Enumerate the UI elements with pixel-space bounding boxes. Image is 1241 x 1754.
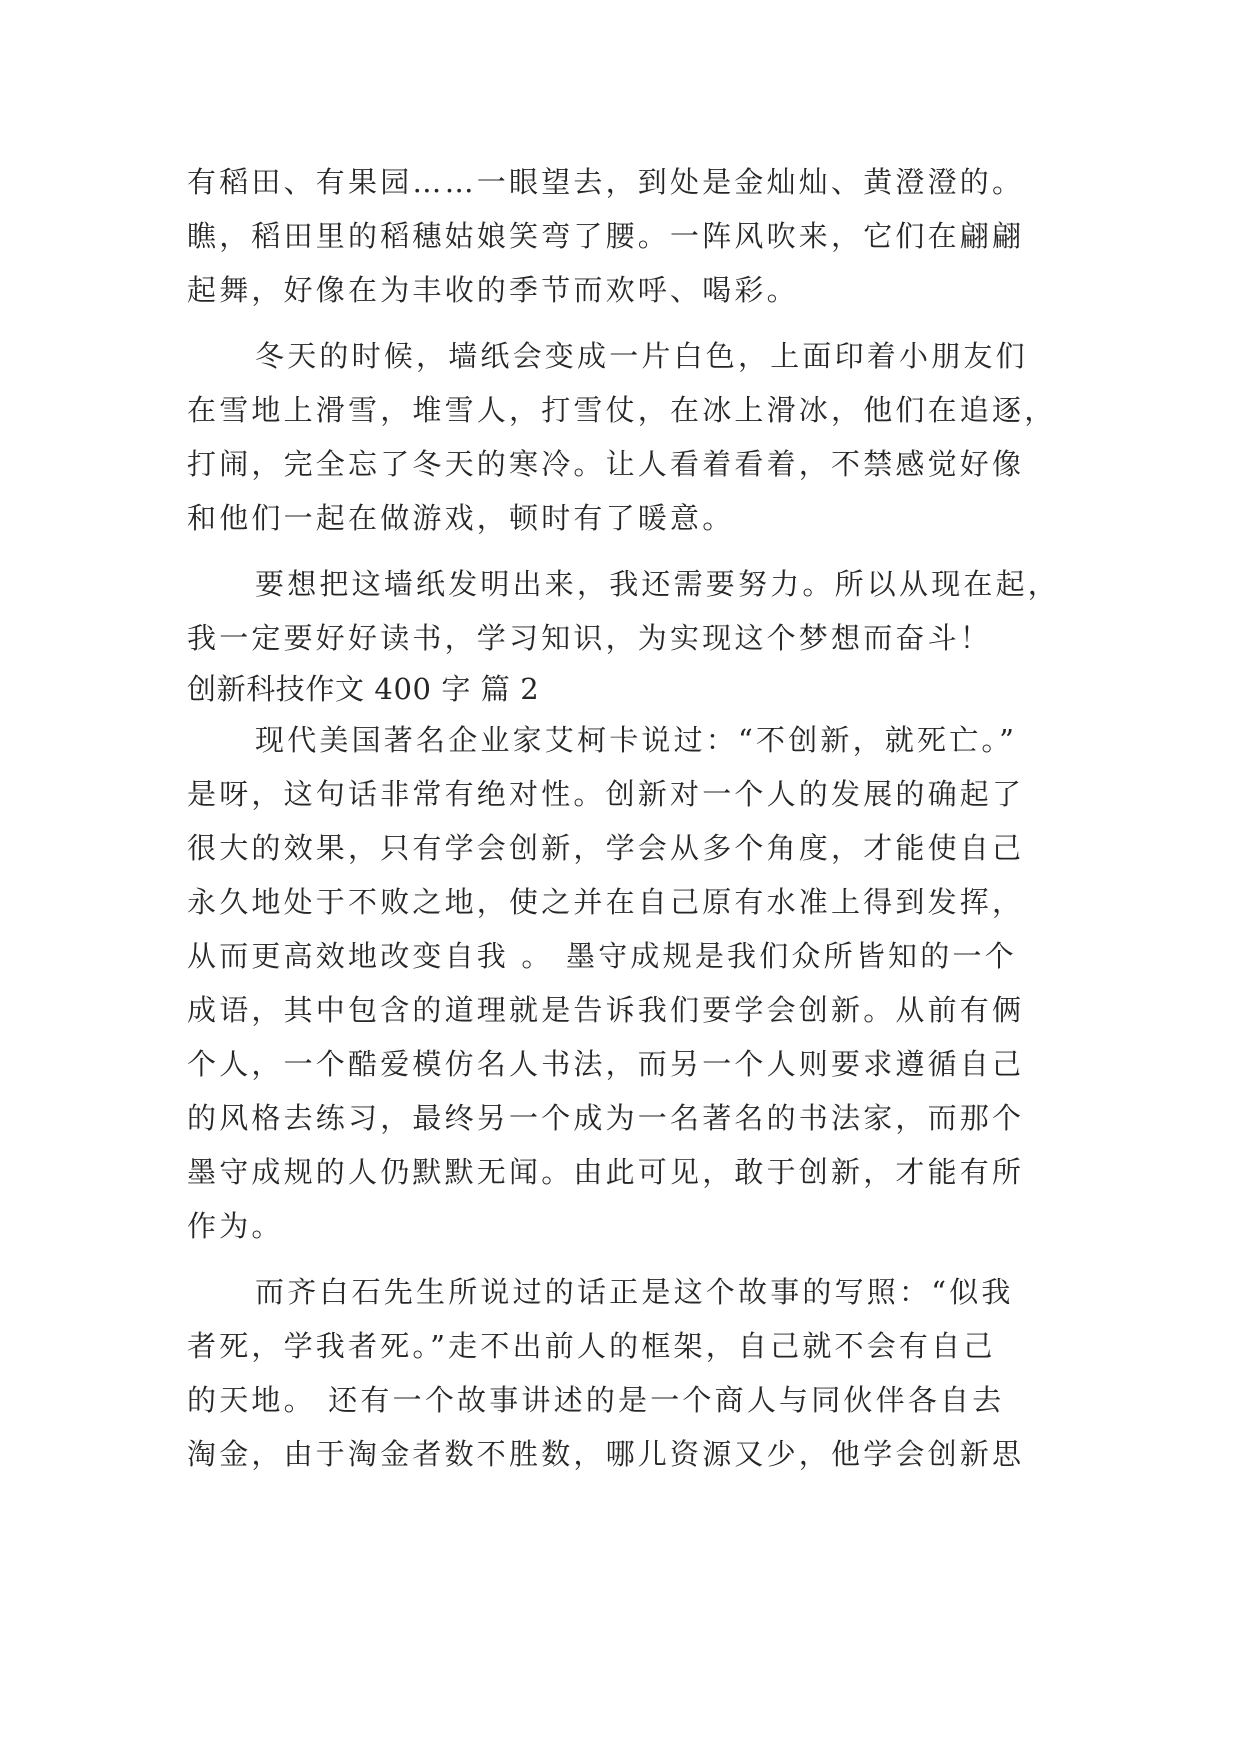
text-line: 现代美国著名企业家艾柯卡说过：“不创新，就死亡。” bbox=[255, 723, 1018, 757]
paragraph-3 bbox=[187, 557, 1067, 665]
paragraph-spacing bbox=[187, 545, 1067, 557]
text-line: 在雪地上滑雪，堆雪人，打雪仗，在冰上滑冰，他们在追逐， bbox=[187, 393, 1057, 427]
section-heading: 创新科技作文 400 字 篇 2 bbox=[187, 672, 540, 706]
text-line: 作为。 bbox=[187, 1209, 284, 1243]
text-line: 很大的效果，只有学会创新，学会从多个角度，才能使自己 bbox=[187, 831, 1025, 865]
text-line: 要想把这墙纸发明出来，我还需要努力。所以从现在起， bbox=[255, 567, 1061, 601]
text-line: 淘金，由于淘金者数不胜数，哪儿资源又少，他学会创新思 bbox=[187, 1437, 1025, 1471]
text-line: 从而更高效地改变自我 。 墨守成规是我们众所皆知的一个 bbox=[187, 939, 1017, 973]
text-line: 我一定要好好读书，学习知识，为实现这个梦想而奋斗！ bbox=[187, 621, 993, 655]
text-line: 成语，其中包含的道理就是告诉我们要学会创新。从前有俩 bbox=[187, 993, 1025, 1027]
text-line: 者死，学我者死。”走不出前人的框架，自己就不会有自己 bbox=[187, 1329, 996, 1363]
paragraph-4 bbox=[187, 713, 1067, 1253]
text-line: 有稻田、有果园……一眼望去，到处是金灿灿、黄澄澄的。 bbox=[187, 165, 1025, 199]
text-line: 墨守成规的人仍默默无闻。由此可见，敢于创新，才能有所 bbox=[187, 1155, 1025, 1189]
text-line: 永久地处于不败之地，使之并在自己原有水准上得到发挥， bbox=[187, 885, 1025, 919]
text-line: 是呀，这句话非常有绝对性。创新对一个人的发展的确起了 bbox=[187, 777, 1025, 811]
text-line: 打闹，完全忘了冬天的寒冷。让人看着看着，不禁感觉好像 bbox=[187, 447, 1025, 481]
text-line: 的风格去练习，最终另一个成为一名著名的书法家，而那个 bbox=[187, 1101, 1025, 1135]
text-line: 个人，一个酷爱模仿名人书法，而另一个人则要求遵循自己 bbox=[187, 1047, 1025, 1081]
paragraph-spacing bbox=[187, 317, 1067, 329]
text-line: 而齐白石先生所说过的话正是这个故事的写照：“似我 bbox=[255, 1275, 1014, 1309]
text-line: 起舞，好像在为丰收的季节而欢呼、喝彩。 bbox=[187, 273, 799, 307]
document-body bbox=[187, 155, 1067, 1481]
text-line: 的天地。 还有一个故事讲述的是一个商人与同伙伴各自去 bbox=[187, 1383, 1005, 1417]
text-line: 冬天的时候，墙纸会变成一片白色，上面印着小朋友们 bbox=[255, 339, 1028, 373]
text-line: 瞧，稻田里的稻穗姑娘笑弯了腰。一阵风吹来，它们在翩翩 bbox=[187, 219, 1025, 253]
paragraph-1 bbox=[187, 155, 1067, 317]
paragraph-5 bbox=[187, 1265, 1067, 1481]
text-line: 和他们一起在做游戏，顿时有了暖意。 bbox=[187, 501, 735, 535]
paragraph-2 bbox=[187, 329, 1067, 545]
paragraph-spacing bbox=[187, 1253, 1067, 1265]
